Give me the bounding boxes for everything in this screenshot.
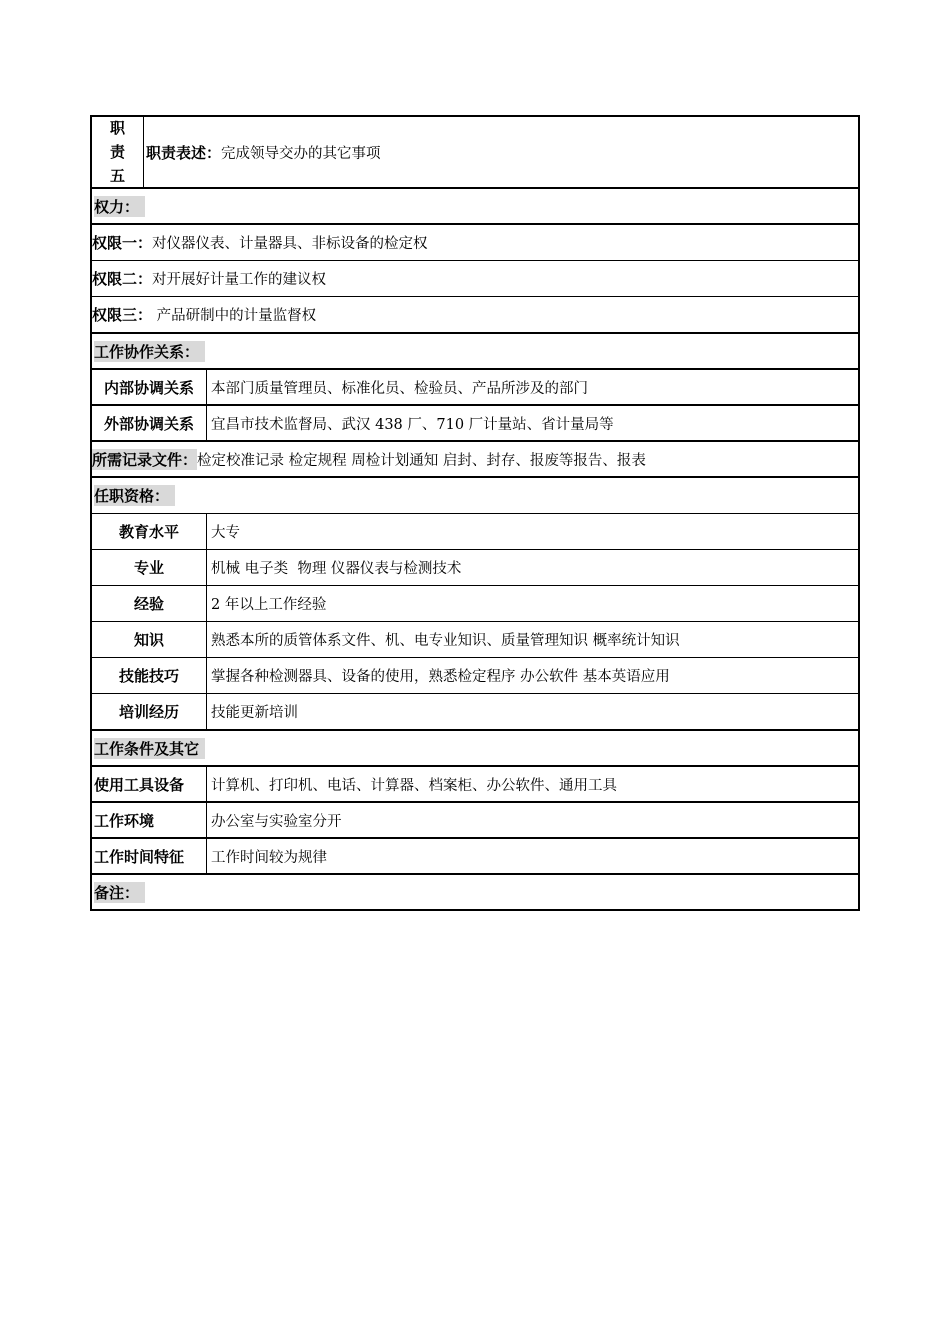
authority-item-row [90, 261, 860, 297]
qualifications-heading-cell [92, 478, 175, 513]
duty-desc-label: 职责表述： [146, 143, 222, 162]
external-relations-label: 外部协调关系 [92, 406, 207, 440]
qualification-label: 知识 [92, 622, 207, 657]
condition-value: 工作时间较为规律 [211, 849, 327, 866]
condition-row [90, 839, 860, 875]
qualification-row [90, 622, 860, 658]
qualification-value: 机械 电子类 物理 仪器仪表与检测技术 [211, 561, 462, 577]
condition-value: 计算机、打印机、电话、计算器、档案柜、办公软件、通用工具 [211, 777, 617, 794]
authority-item-text: 产品研制中的计量监督权 [152, 308, 317, 324]
duty-five-label [92, 117, 144, 187]
qualification-row [90, 694, 860, 731]
qualification-label: 专业 [92, 550, 207, 585]
condition-label: 工作时间特征 [92, 839, 207, 873]
condition-value: 办公室与实验室分开 [211, 813, 342, 830]
authority-heading: 权力： [94, 196, 145, 217]
internal-relations-label: 内部协调关系 [92, 370, 207, 404]
conditions-heading: 工作条件及其它 [94, 738, 205, 759]
qualification-value: 2 年以上工作经验 [211, 597, 327, 613]
qualification-row [90, 550, 860, 586]
duty-five-char-1: 职 [109, 119, 125, 137]
authority-item-row [90, 297, 860, 334]
authority-item-label: 权限三： [92, 306, 153, 324]
job-description-table [90, 115, 860, 911]
condition-row [90, 767, 860, 803]
conditions-heading-row [90, 731, 860, 767]
qualification-label: 经验 [92, 586, 207, 621]
authority-item-row [90, 225, 860, 261]
duty-five-char-2: 责 [109, 143, 125, 161]
relations-heading: 工作协作关系： [94, 341, 205, 362]
records-row [90, 442, 860, 478]
qualifications-heading-row [90, 478, 860, 514]
qualification-value: 熟悉本所的质管体系文件、机、电专业知识、质量管理知识 概率统计知识 [211, 633, 680, 649]
authority-item-text: 对开展好计量工作的建议权 [152, 272, 327, 288]
duty-five-row [90, 115, 860, 189]
qualification-label: 培训经历 [92, 694, 207, 729]
external-relations-row [90, 406, 860, 442]
condition-row [90, 803, 860, 839]
condition-label: 工作环境 [92, 803, 207, 837]
duty-five-char-3: 五 [109, 167, 125, 185]
relations-heading-cell [92, 334, 205, 368]
condition-label: 使用工具设备 [92, 767, 207, 801]
notes-cell [92, 875, 145, 909]
authority-item-cell [92, 225, 428, 260]
authority-heading-cell [92, 189, 145, 223]
qualifications-heading: 任职资格： [94, 485, 175, 506]
authority-item-cell [92, 297, 316, 332]
qualification-value: 技能更新培训 [211, 705, 298, 721]
qualification-row [90, 514, 860, 550]
authority-item-label: 权限二： [92, 270, 153, 288]
qualification-label: 技能技巧 [92, 658, 207, 693]
relations-heading-row [90, 334, 860, 370]
conditions-heading-cell [92, 731, 205, 765]
authority-item-cell [92, 261, 326, 296]
authority-heading-row [90, 189, 860, 225]
records-cell [92, 442, 646, 476]
authority-item-text: 对仪器仪表、计量器具、非标设备的检定权 [152, 236, 428, 252]
records-label: 所需记录文件： [92, 450, 198, 469]
internal-relations-row [90, 370, 860, 406]
qualification-value: 掌握各种检测器具、设备的使用，熟悉检定程序 办公软件 基本英语应用 [211, 669, 670, 685]
external-relations-text: 宜昌市技术监督局、武汉 438 厂、710 厂计量站、省计量局等 [211, 416, 614, 433]
internal-relations-text: 本部门质量管理员、标准化员、检验员、产品所涉及的部门 [211, 380, 588, 397]
notes-heading: 备注： [94, 882, 145, 903]
authority-item-label: 权限一： [92, 234, 153, 252]
notes-row [90, 875, 860, 911]
records-text: 检定校准记录 检定规程 周检计划通知 启封、封存、报废等报告、报表 [197, 452, 646, 469]
qualification-row [90, 658, 860, 694]
qualification-value: 大专 [211, 525, 240, 541]
duty-five-description [144, 117, 381, 187]
duty-desc-text: 完成领导交办的其它事项 [221, 145, 381, 162]
qualification-label: 教育水平 [92, 514, 207, 549]
qualification-row [90, 586, 860, 622]
